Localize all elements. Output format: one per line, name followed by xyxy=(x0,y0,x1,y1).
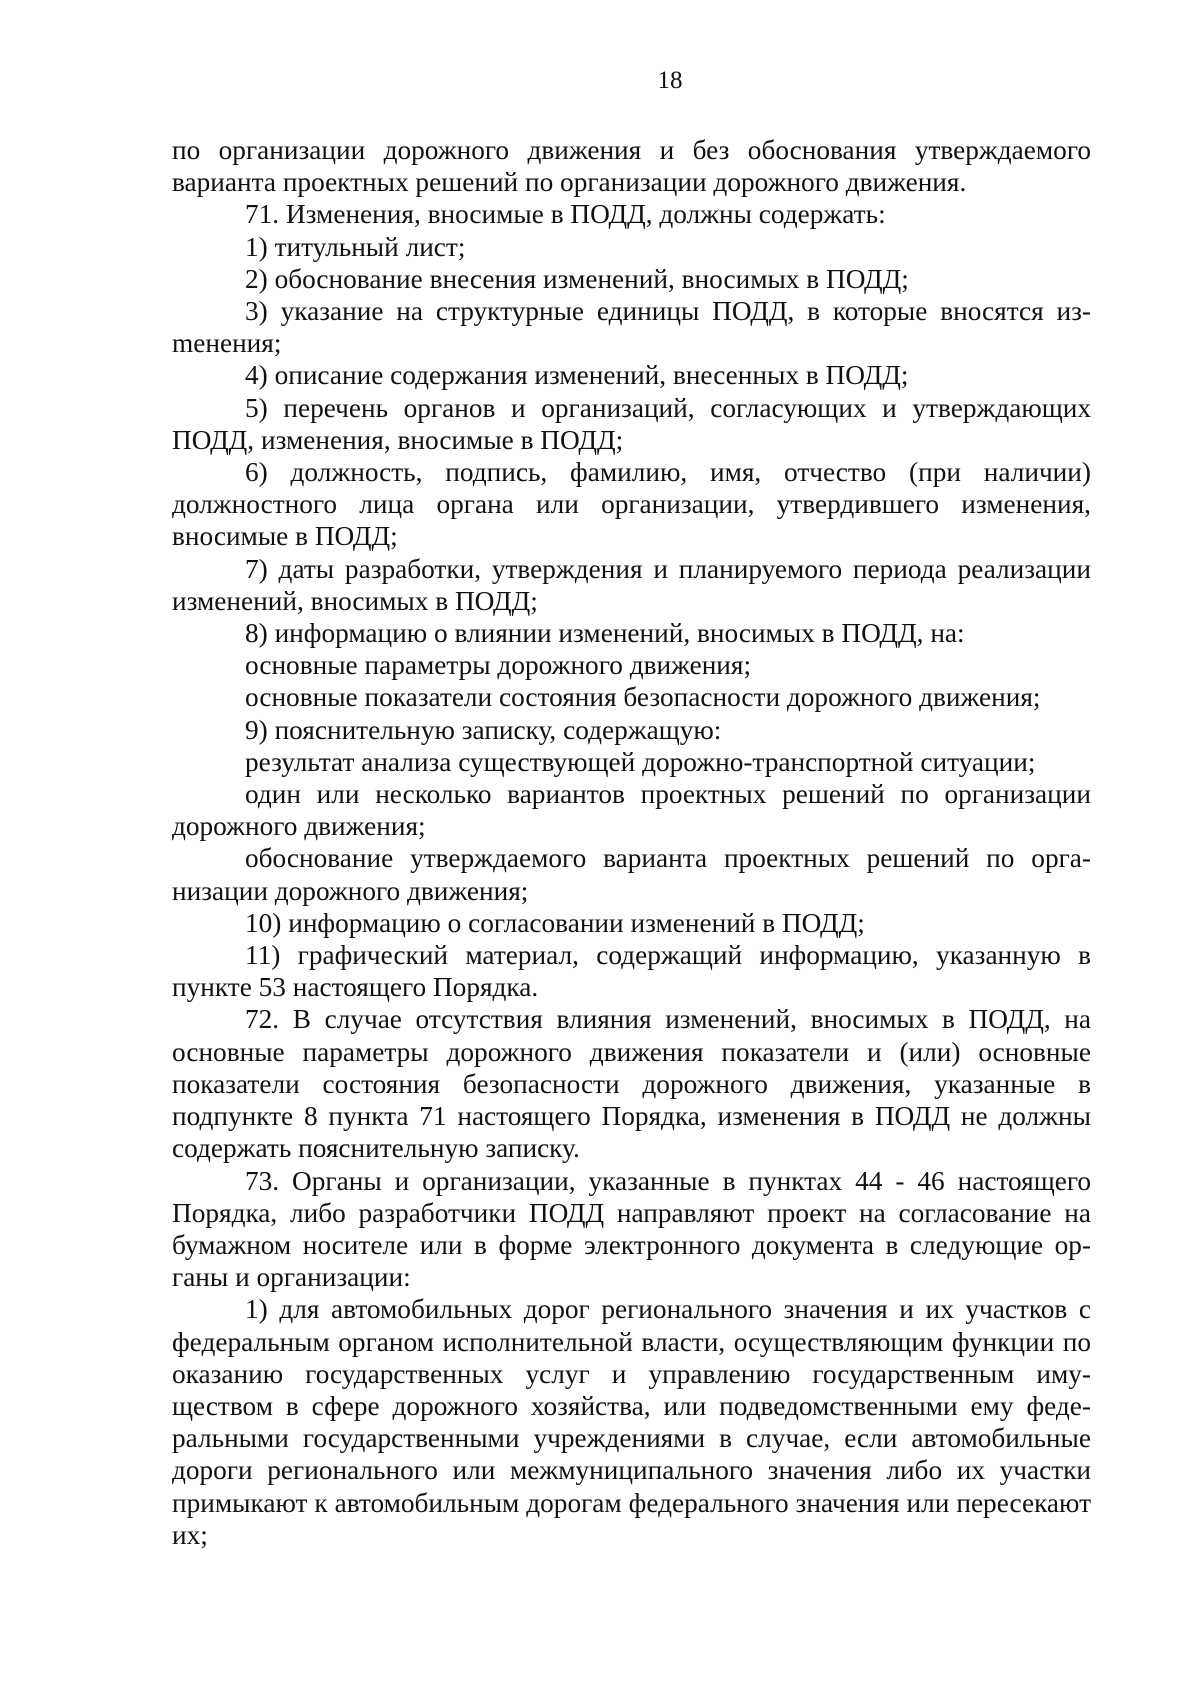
paragraph-72: 72. В случае отсутствия влияния изменений, вносимых в ПОДД, на основные параметры дорожного движения показатели и (или) основные показатели состояния безопасности дорожного движения, указанные в подпункте 8 пункта 71 настоящего Порядка, изменения в ПОДД не должны содержать пояснительную записку. xyxy=(172,1004,1091,1164)
list-item-71-5: 5) перечень органов и организаций, согласующих и утверждающих ПОДД, изменения, вносимые в ПОДД; xyxy=(172,392,1091,455)
paragraph-73: 73. Органы и организации, указанные в пунктах 44 - 46 настоящего Порядка, либо разработчики ПОДД направляют проект на согласование на бумажном носителе или в форме электронного документа в следующие органы и организации: xyxy=(172,1165,1091,1293)
sub-item-71-9-b: один или несколько вариантов проектных решений по организации дорожного движения; xyxy=(172,779,1091,842)
list-item-71-1: 1) титульный лист; xyxy=(245,231,466,262)
paragraph-71: 71. Изменения, вносимые в ПОДД, должны содержать: xyxy=(245,199,886,230)
list-item-71-11: 11) графический материал, содержащий информацию, указанную в пункте 53 настоящего Порядка. xyxy=(172,940,1091,1003)
sub-item-71-8-a: основные параметры дорожного движения; xyxy=(245,650,752,681)
paragraph-continuation: по организации дорожного движения и без обоснования утверждаемого варианта проектных решений по организации дорожного движения. xyxy=(172,135,1091,198)
list-item-71-3: 3) указание на структурные единицы ПОДД, в которые вносятся изmенения; xyxy=(172,296,1091,359)
list-item-71-6: 6) должность, подпись, фамилию, имя, отчество (при наличии) должностного лица органа или организации, утвердившего изменения, вносимые в ПОДД; xyxy=(172,457,1091,552)
list-item-71-4: 4) описание содержания изменений, внесенных в ПОДД; xyxy=(245,360,909,391)
list-item-71-2: 2) обоснование внесения изменений, вносимых в ПОДД; xyxy=(245,263,909,294)
list-item-71-9: 9) пояснительную записку, содержащую: xyxy=(245,714,722,745)
list-item-71-8: 8) информацию о влиянии изменений, вносимых в ПОДД, на: xyxy=(245,618,965,649)
list-item-73-1: 1) для автомобильных дорог регионального значения и их участков с федеральным органом исполнительной власти, осуществляющим функции по оказанию государственных услуг и управлению государственным имуществом в сфере дорожного хозяйства, или подведомственными ему федеральными государственными учреждениями в случае, если автомобильные дороги регионального или межмуниципального значения либо их участки примыкают к автомобильным дорогам федерального значения или пересекают их; xyxy=(172,1294,1091,1550)
sub-item-71-9-c: обоснование утверждаемого варианта проектных решений по организации дорожного движения; xyxy=(172,843,1091,906)
sub-item-71-9-a: результат анализа существующей дорожно-транспортной ситуации; xyxy=(245,746,1036,777)
page-number: 18 xyxy=(657,67,683,94)
list-item-71-10: 10) информацию о согласовании изменений в ПОДД; xyxy=(245,907,865,938)
document-body xyxy=(172,134,1091,1551)
list-item-71-7: 7) даты разработки, утверждения и планируемого периода реализации изменений, вносимых в ПОДД; xyxy=(172,553,1091,616)
sub-item-71-8-b: основные показатели состояния безопасности дорожного движения; xyxy=(245,682,1041,713)
